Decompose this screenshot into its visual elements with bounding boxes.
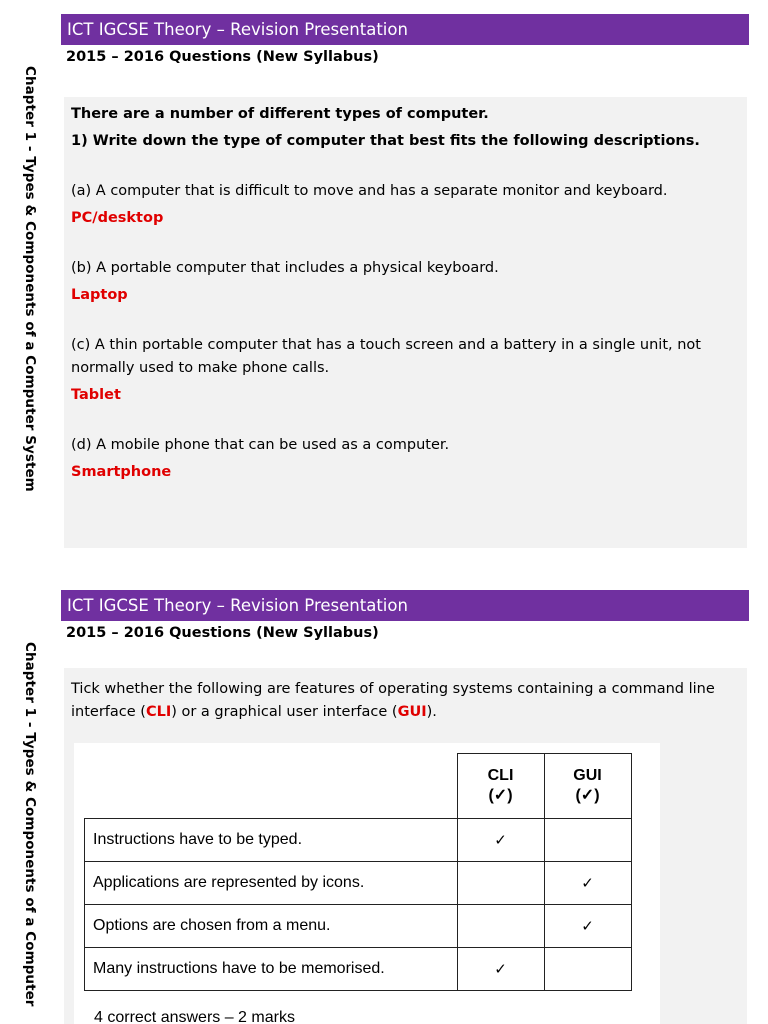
- cli-tick-cell[interactable]: [457, 862, 544, 905]
- slide-subtitle: 2015 – 2016 Questions (New Syllabus): [66, 49, 379, 65]
- question-text: 1) Write down the type of computer that best fits the following descriptions.: [71, 133, 700, 149]
- item-b-answer: Laptop: [71, 287, 128, 303]
- item-a-answer: PC/desktop: [71, 210, 164, 226]
- statement-cell: Applications are represented by icons.: [85, 862, 458, 905]
- cli-tick-cell[interactable]: ✓: [457, 819, 544, 862]
- cli-highlight: CLI: [145, 704, 172, 720]
- statement-cell: Options are chosen from a menu.: [85, 905, 458, 948]
- gui-tick-cell[interactable]: [544, 948, 631, 991]
- tick-prompt: [71, 678, 737, 724]
- table-blank-header: [85, 754, 458, 819]
- presentation-banner: ICT IGCSE Theory – Revision Presentation: [61, 14, 749, 45]
- slide-2: [0, 576, 768, 1024]
- item-a-text: (a) A computer that is difficult to move and has a separate monitor and keyboard.: [71, 183, 668, 199]
- question-panel: [64, 97, 747, 548]
- gui-tick-cell[interactable]: ✓: [544, 905, 631, 948]
- gui-tick-cell[interactable]: ✓: [544, 862, 631, 905]
- gui-header-label: GUI: [573, 767, 602, 784]
- side-chapter-title-text: Chapter 1 - Types & Components of a Computer: [22, 642, 38, 1007]
- table-row: [85, 862, 632, 905]
- intro-text: There are a number of different types of computer.: [71, 106, 489, 122]
- tick-table-container: [74, 743, 660, 1024]
- table-row: [85, 948, 632, 991]
- cli-tick-cell[interactable]: ✓: [457, 948, 544, 991]
- side-chapter-title: [10, 576, 50, 1024]
- gui-tick-cell[interactable]: [544, 819, 631, 862]
- table-row: [85, 819, 632, 862]
- side-chapter-title: [10, 0, 50, 576]
- statement-cell: Many instructions have to be memorised.: [85, 948, 458, 991]
- item-c-answer: Tablet: [71, 387, 121, 403]
- statement-cell: Instructions have to be typed.: [85, 819, 458, 862]
- item-b-text: (b) A portable computer that includes a physical keyboard.: [71, 260, 499, 276]
- gui-header-tick: (✓): [575, 787, 600, 804]
- side-chapter-title-text: Chapter 1 - Types & Components of a Computer System: [22, 66, 38, 492]
- table-row: [85, 905, 632, 948]
- cli-header-tick: (✓): [488, 787, 513, 804]
- prompt-text: ) or a graphical user interface (: [171, 704, 398, 720]
- item-c-text: (c) A thin portable computer that has a touch screen and a battery in a single unit, not normally used to make phone calls.: [71, 337, 701, 376]
- item-d-answer: Smartphone: [71, 464, 172, 480]
- item-d-text: (d) A mobile phone that can be used as a computer.: [71, 437, 450, 453]
- marks-note: 4 correct answers – 2 marks: [94, 1009, 295, 1024]
- gui-highlight: GUI: [397, 704, 427, 720]
- prompt-text: ).: [426, 704, 437, 720]
- cli-tick-cell[interactable]: [457, 905, 544, 948]
- cli-header-label: CLI: [487, 767, 514, 784]
- gui-column-header: [544, 754, 631, 819]
- slide-subtitle: 2015 – 2016 Questions (New Syllabus): [66, 625, 379, 641]
- prompt-text: Tick whether the following are features of operating systems containing a command line interface (: [71, 681, 715, 720]
- cli-column-header: [457, 754, 544, 819]
- presentation-banner: ICT IGCSE Theory – Revision Presentation: [61, 590, 749, 621]
- tick-table: [84, 753, 632, 991]
